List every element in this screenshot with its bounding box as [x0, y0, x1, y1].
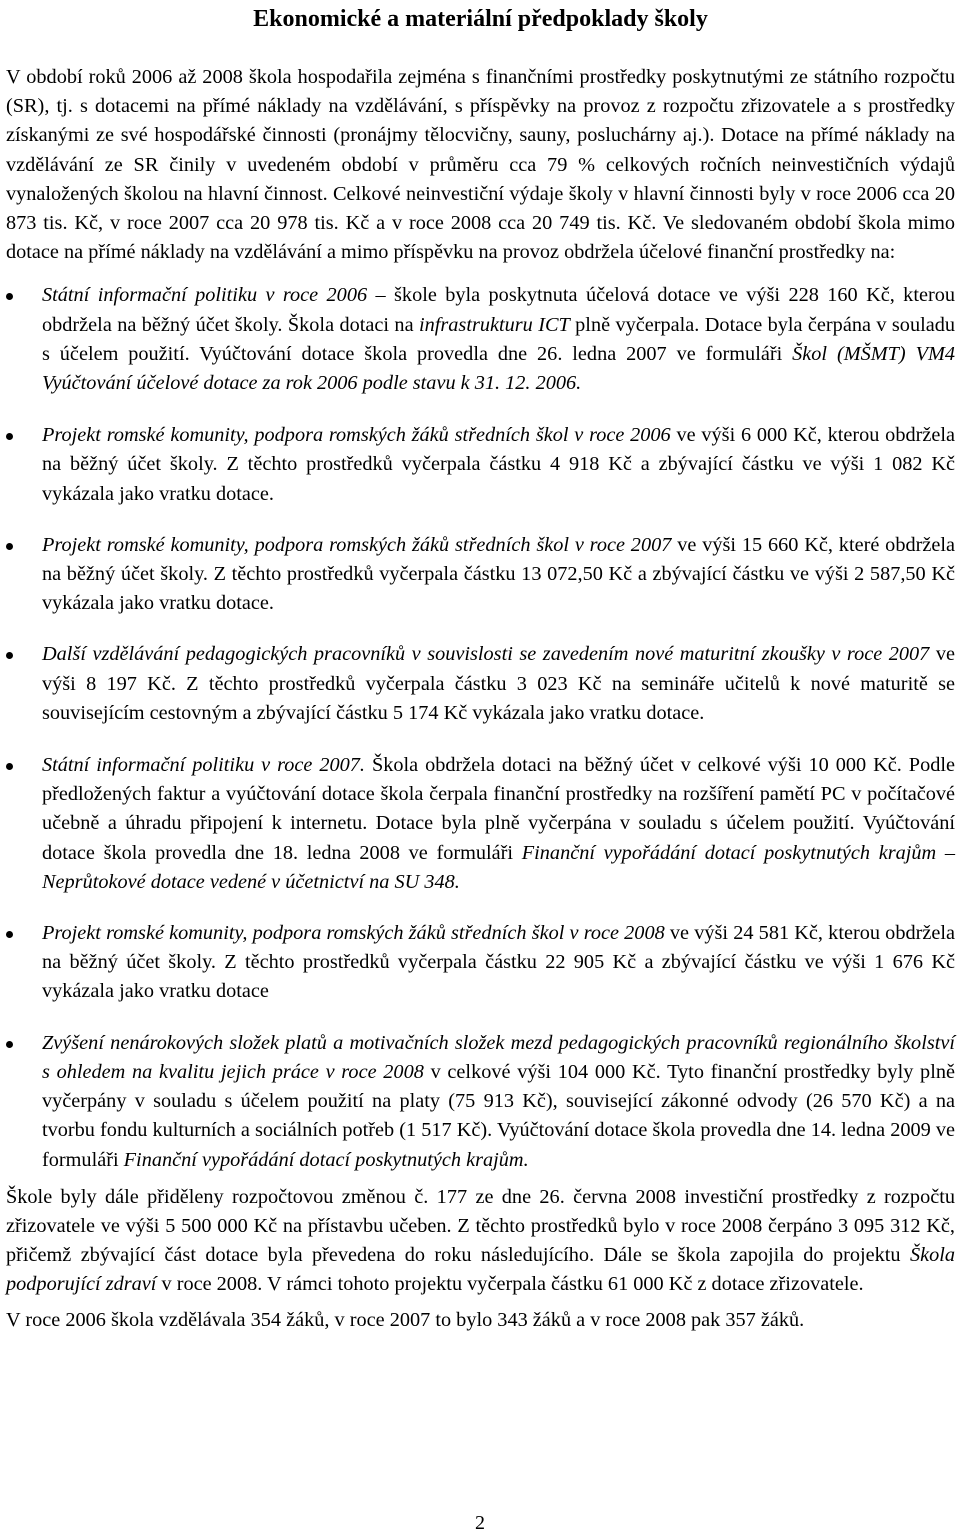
italic-text: Finanční vypořádání dotací poskytnutých krajům.	[123, 1148, 529, 1171]
list-item-text	[42, 643, 955, 723]
text-run: v celkové výši 104 000 Kč. Tyto finanční prostředky byly plně vyčerpány v souladu s účelem použití na platy (75 913 Kč), související zákonné odvody (26 570 Kč) a na tvorbu fondu kulturních a sociálních potřeb (1 517 Kč). Vyúčtování dotace škola provedla dne 14. ledna 2009 ve formuláři	[42, 1060, 955, 1171]
bullet-icon	[6, 1041, 13, 1048]
italic-text: Zvýšení nenárokových složek platů a motivačních složek mezd pedagogických pracovníků regionálního školství s ohledem na kvalitu jejich práce v roce 2008	[42, 1031, 955, 1083]
italic-text: Škol (MŠMT) VM4 Vyúčtování účelové dotace za rok 2006 podle stavu k 31. 12. 2006.	[42, 342, 955, 395]
italic-text: Projekt romské komunity, podpora romských žáků středních škol v roce 2006	[42, 424, 671, 447]
text-run: ve výši 15 660 Kč, které obdržela na běžný účet školy. Z těchto prostředků vyčerpala částku 13 072,50 Kč a zbývající částku ve výši 2 587,50 Kč vykázala jako vratku dotace.	[42, 533, 955, 615]
funding-list	[6, 281, 955, 1174]
list-item	[6, 281, 955, 398]
list-item-text	[42, 1032, 955, 1171]
page-title: Ekonomické a materiální předpoklady školy	[253, 6, 708, 32]
text-run: Škola obdržela dotaci na běžný účet v celkové výši 10 000 Kč. Podle předložených faktur a vyúčtování dotace škola čerpala finanční prostředky na rozšíření pamětí PC v počítačové učebně a úhradu připojení k internetu. Dotace byla plně vyčerpána v souladu s účelem použití. Vyúčtování dotace škola provedla dne 18. ledna 2008 ve formuláři	[42, 754, 955, 864]
italic-text: Další vzdělávání pedagogických pracovníků v souvislosti se zavedením nové maturitní zkoušky v roce 2007	[42, 643, 930, 666]
investment-paragraph	[6, 1183, 955, 1300]
list-item	[6, 531, 955, 619]
list-item	[6, 640, 955, 728]
list-item-text	[42, 284, 955, 394]
students-paragraph: V roce 2006 škola vzdělávala 354 žáků, v roce 2007 to bylo 343 žáků a v roce 2008 pak 357 žáků.	[6, 1308, 805, 1331]
text-run: Škole byly dále přiděleny rozpočtovou změnou č. 177 ze dne 26. června 2008 investiční prostředky z rozpočtu zřizovatele ve výši 5 500 000 Kč na přístavbu učeben. Z těchto prostředků bylo v roce 2008 čerpáno 3 095 312 Kč, přičemž zbývající část dotace byla převedena do roku následujícího. Dále se škola zapojila do projektu	[6, 1185, 955, 1267]
list-item	[6, 751, 955, 897]
page-number: 2	[475, 1512, 485, 1534]
italic-text: Státní informační politiku v roce 2006	[42, 284, 368, 307]
document-page	[6, 0, 955, 1335]
italic-text: Státní informační politiku v roce 2007.	[42, 754, 365, 777]
bullet-icon	[6, 931, 13, 938]
italic-text: Finanční vypořádání dotací poskytnutých krajům – Neprůtokové dotace vedené v účetnictví na SU 348.	[42, 841, 955, 893]
text-run: – škole byla poskytnuta účelová dotace ve výši 228 160 Kč, kterou obdržela na běžný účet školy. Škola dotaci na	[42, 284, 955, 336]
text-run: ve výši 6 000 Kč, kterou obdržela na běžný účet školy. Z těchto prostředků vyčerpala částku 4 918 Kč a zbývající částku ve výši 1 082 Kč vykázala jako vratku dotace.	[42, 424, 955, 505]
italic-text: infrastrukturu ICT	[418, 313, 570, 336]
list-item-text	[42, 754, 955, 893]
list-item-text	[42, 922, 955, 1002]
text-run: plně vyčerpala. Dotace byla čerpána v souladu s účelem použití. Vyúčtování dotace škola provedla dne 26. ledna 2007 ve formuláři	[42, 313, 956, 365]
text-run: v roce 2008. V rámci tohoto projektu vyčerpala částku 61 000 Kč z dotace zřizovatele.	[156, 1273, 864, 1296]
bullet-icon	[6, 652, 13, 659]
list-item	[6, 421, 955, 509]
list-item-text	[42, 534, 955, 614]
list-item	[6, 919, 955, 1007]
bullet-icon	[6, 433, 13, 440]
bullet-icon	[6, 763, 13, 770]
text-run: V období roků 2006 až 2008 škola hospodařila zejména s finančními prostředky poskytnutými ze státního rozpočtu (SR), tj. s dotacemi na přímé náklady na vzdělávání, s příspěvky na provoz z rozpočtu zřizovatele a s prostředky získanými ze své hospodářské činnosti (pronájmy tělocvičny, sauny, posluchárny aj.). Dotace na přímé náklady na vzdělávání ze SR činily v uvedeném období v průměru cca 79 % celkových ročních neinvestičních výdajů vynaložených školou na hlavní činnost. Celkové neinvestiční výdaje školy v hlavní činnosti byly v roce 2006 cca 20 873 tis. Kč, v roce 2007 cca 20 978 tis. Kč a v roce 2008 cca 20 749 tis. Kč. Ve sledovaném období škola mimo dotace na přímé náklady na vzdělávání a mimo příspěvku na provoz obdržela účelové finanční prostředky na:	[6, 66, 955, 264]
bullet-icon	[6, 293, 13, 300]
intro-paragraph	[6, 63, 955, 267]
text-run: ve výši 24 581 Kč, kterou obdržela na běžný účet školy. Z těchto prostředků vyčerpala částku 22 905 Kč a zbývající částku ve výši 1 676 Kč vykázala jako vratku dotace	[42, 922, 955, 1003]
italic-text: Projekt romské komunity, podpora romských žáků středních škol v roce 2008	[42, 922, 665, 945]
list-item	[6, 1029, 955, 1175]
italic-text: Škola podporující zdraví	[6, 1244, 955, 1296]
italic-text: Projekt romské komunity, podpora romských žáků středních škol v roce 2007	[42, 533, 672, 556]
list-item-text	[42, 424, 955, 504]
text-run: ve výši 8 197 Kč. Z těchto prostředků vyčerpala částku 3 023 Kč na semináře učitelů k nové maturitě se souvisejícím cestovným a zbývající částku 5 174 Kč vykázala jako vratku dotace.	[42, 643, 955, 724]
bullet-icon	[6, 543, 13, 550]
